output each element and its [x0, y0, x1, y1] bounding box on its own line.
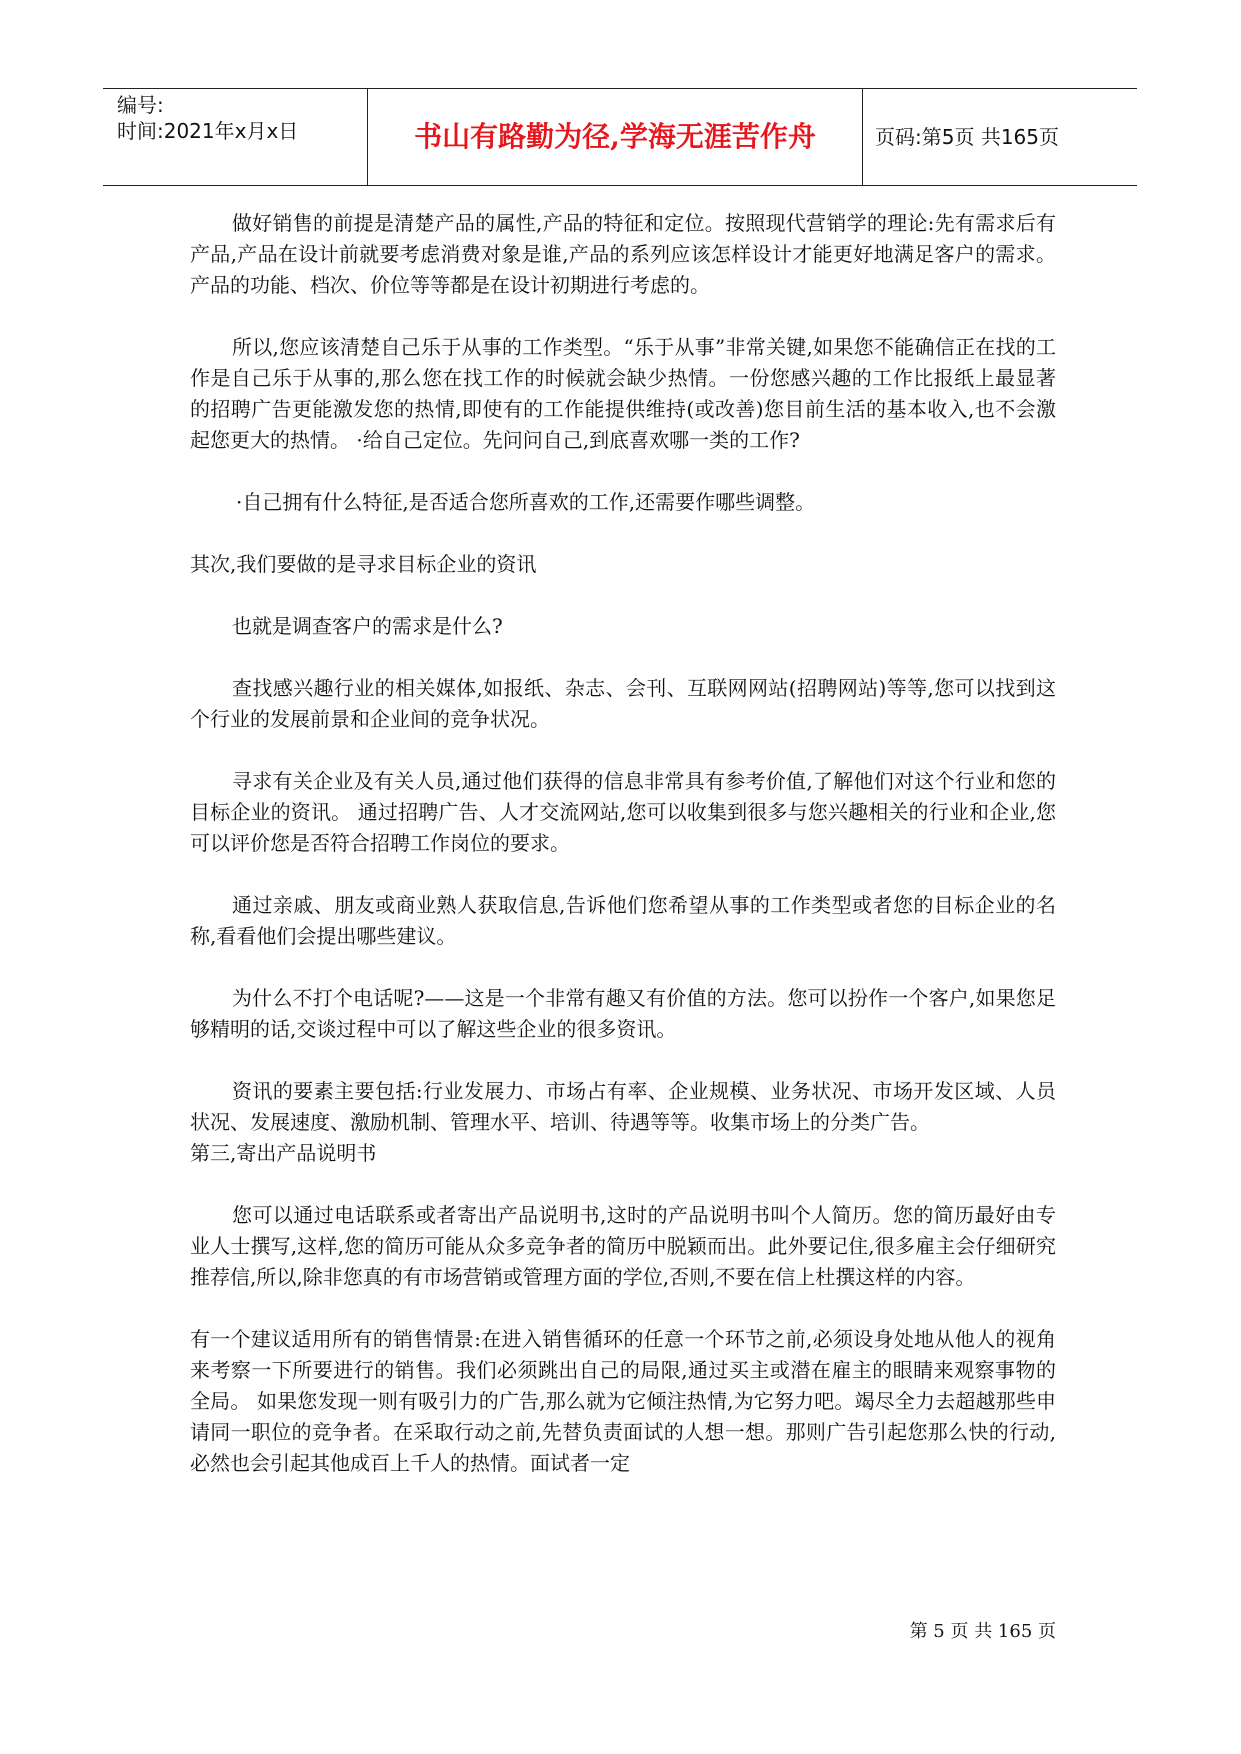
paragraph: 为什么不打个电话呢?——这是一个非常有趣又有价值的方法。您可以扮作一个客户,如果您足够精明的话,交谈过程中可以了解这些企业的很多资讯。	[190, 986, 1056, 1041]
header-info-cell	[103, 89, 367, 185]
motto-text: 书山有路勤为径,学海无涯苦作舟	[414, 120, 816, 153]
header-motto-cell	[367, 89, 863, 185]
paragraph: 有一个建议适用所有的销售情景:在进入销售循环的任意一个环节之前,必须设身处地从他人的视角来考察一下所要进行的销售。我们必须跳出自己的局限,通过买主或潜在雇主的眼睛来观察事物的全局。 如果您发现一则有吸引力的广告,那么就为它倾注热情,为它努力吧。竭尽全力去超越那些申请同一职位的竞争者。在采取行动之前,先替负责面试的人想一想。那则广告引起您那么快的行动,必然也会引起其他成百上千人的热情。面试者一定	[190, 1327, 1056, 1475]
paragraph: 寻求有关企业及有关人员,通过他们获得的信息非常具有参考价值,了解他们对这个行业和您的目标企业的资讯。 通过招聘广告、人才交流网站,您可以收集到很多与您兴趣相关的行业和企业,您可以评价您是否符合招聘工作岗位的要求。	[190, 769, 1056, 855]
document-number-label: 编号:	[117, 93, 164, 117]
paragraph: 您可以通过电话联系或者寄出产品说明书,这时的产品说明书叫个人简历。您的简历最好由专业人士撰写,这样,您的简历可能从众多竞争者的简历中脱颖而出。此外要记住,很多雇主会仔细研究推荐信,所以,除非您真的有市场营销或管理方面的学位,否则,不要在信上杜撰这样的内容。	[190, 1203, 1056, 1289]
document-body	[190, 208, 1056, 1479]
page-footer-number: 第 5 页 共 165 页	[909, 1621, 1056, 1642]
header-page-number: 页码:第5页 共165页	[875, 125, 1059, 149]
paragraph: 做好销售的前提是清楚产品的属性,产品的特征和定位。按照现代营销学的理论:先有需求后有产品,产品在设计前就要考虑消费对象是谁,产品的系列应该怎样设计才能更好地满足客户的需求。产品的功能、档次、价位等等都是在设计初期进行考虑的。	[190, 211, 1056, 297]
page-header	[103, 88, 1137, 186]
paragraph: 所以,您应该清楚自己乐于从事的工作类型。“乐于从事”非常关键,如果您不能确信正在找的工作是自己乐于从事的,那么您在找工作的时候就会缺少热情。一份您感兴趣的工作比报纸上最显著的招聘广告更能激发您的热情,即使有的工作能提供维持(或改善)您目前生活的基本收入,也不会激起您更大的热情。 ·给自己定位。先问问自己,到底喜欢哪一类的工作?	[190, 335, 1056, 452]
paragraph: 资讯的要素主要包括:行业发展力、市场占有率、企业规模、业务状况、市场开发区域、人员状况、发展速度、激励机制、管理水平、培训、待遇等等。收集市场上的分类广告。	[190, 1079, 1056, 1134]
section-heading: 其次,我们要做的是寻求目标企业的资讯	[190, 552, 537, 576]
paragraph: 也就是调查客户的需求是什么?	[232, 614, 503, 638]
bullet-paragraph: ·自己拥有什么特征,是否适合您所喜欢的工作,还需要作哪些调整。	[236, 490, 816, 514]
section-heading: 第三,寄出产品说明书	[190, 1141, 377, 1165]
document-time-label: 时间:2021年x月x日	[117, 119, 299, 143]
paragraph: 查找感兴趣行业的相关媒体,如报纸、杂志、会刊、互联网网站(招聘网站)等等,您可以找到这个行业的发展前景和企业间的竞争状况。	[190, 676, 1056, 731]
header-page-cell	[861, 89, 1137, 185]
paragraph: 通过亲戚、朋友或商业熟人获取信息,告诉他们您希望从事的工作类型或者您的目标企业的名称,看看他们会提出哪些建议。	[190, 893, 1056, 948]
